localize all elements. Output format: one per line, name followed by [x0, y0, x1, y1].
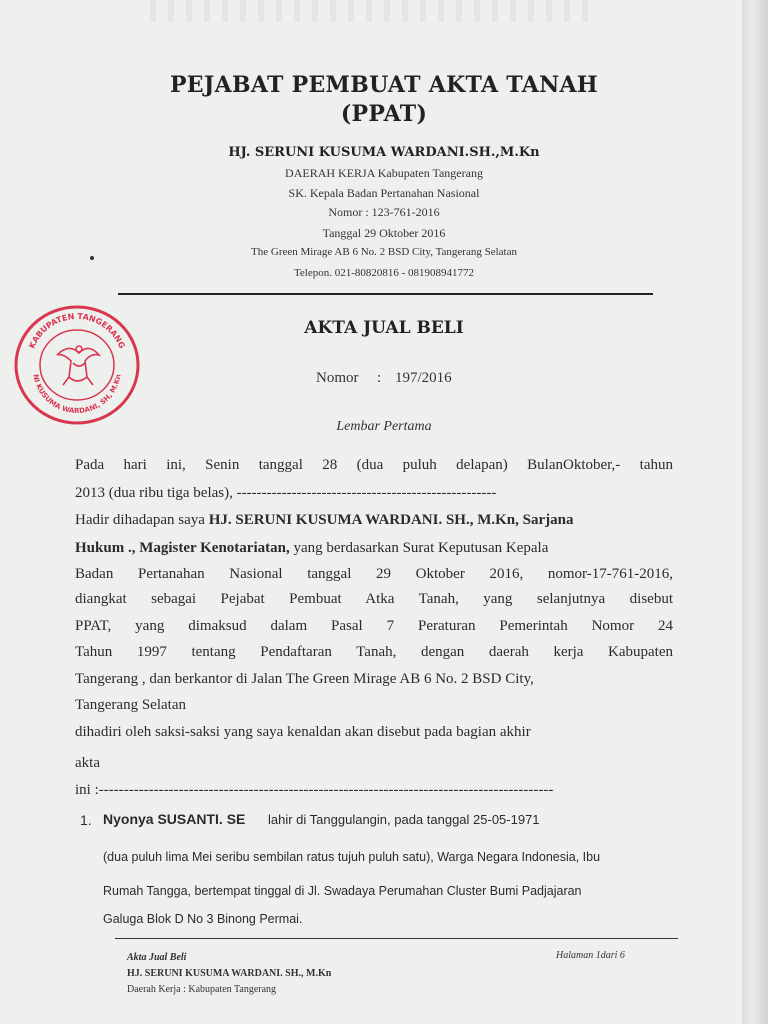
body-line-3-text: Hadir dihadapan saya [75, 512, 209, 528]
official-title-inline: Hukum ., Magister Kenotariatan, [75, 540, 290, 556]
body-line-2: 2013 (dua ribu tiga belas), ---------------------------------------------------- [75, 485, 497, 501]
letterhead-title-line1: PEJABAT PEMBUAT AKTA TANAH [169, 72, 599, 98]
body-line-6: diangkat sebagai Pejabat Pembuat Atka Tanah, yang selanjutnya disebut [75, 591, 673, 607]
decree-title: SK. Kepala Badan Pertanahan Nasional [288, 186, 480, 200]
body-line-12: akta [75, 755, 100, 771]
footer-divider [115, 938, 678, 939]
footer-work-area: Daerah Kerja : Kabupaten Tangerang [127, 984, 277, 995]
body-line-7: PPAT, yang dimaksud dalam Pasal 7 Peraturan Pemerintah Nomor 24 [75, 618, 673, 634]
letterhead-title-line2: (PPAT) [340, 101, 428, 127]
party-detail-line-2: (dua puluh lima Mei seribu sembilan ratus tujuh puluh satu), Warga Negara Indonesia, Ibu [103, 850, 601, 864]
decree-number: Nomor : 123-761-2016 [328, 205, 440, 219]
party-detail-line-4: Galuga Blok D No 3 Binong Permai. [103, 912, 303, 926]
footer-page-number: Halaman 1dari 6 [556, 950, 625, 961]
office-address: The Green Mirage AB 6 No. 2 BSD City, Tangerang Selatan [251, 246, 517, 258]
header-divider [118, 293, 653, 295]
body-line-5: Badan Pertanahan Nasional tanggal 29 Oktober 2016, nomor-17-761-2016, [75, 566, 673, 582]
deed-number-separator: : [377, 370, 382, 386]
work-area: DAERAH KERJA Kabupaten Tangerang [285, 166, 483, 180]
embossed-mark [150, 0, 600, 22]
body-line-4 [75, 540, 673, 557]
official-name-inline: HJ. SERUNI KUSUMA WARDANI. SH., M.Kn, Sarjana [208, 512, 574, 528]
official-name: HJ. SERUNI KUSUMA WARDANI.SH.,M.Kn [228, 145, 540, 160]
body-line-11: dihadiri oleh saksi-saksi yang saya kenaldan akan disebut pada bagian akhir [75, 724, 531, 740]
body-line-8: Tahun 1997 tentang Pendaftaran Tanah, dengan daerah kerja Kabupaten [75, 644, 673, 660]
party-birth: lahir di Tanggulangin, pada tanggal 25-05-1971 [268, 812, 540, 827]
footer-doc-title: Akta Jual Beli [127, 952, 187, 963]
body-line-9: Tangerang , dan berkantor di Jalan The Green Mirage AB 6 No. 2 BSD City, [75, 671, 534, 687]
body-line-3 [75, 512, 673, 529]
party-detail-line-3: Rumah Tangga, bertempat tinggal di Jl. Swadaya Perumahan Cluster Bumi Padjajaran [103, 884, 582, 898]
ink-dot [90, 256, 94, 260]
deed-title: AKTA JUAL BELI [304, 318, 464, 338]
garuda-emblem [57, 346, 99, 385]
decree-date: Tanggal 29 Oktober 2016 [322, 226, 446, 240]
deed-number-label: Nomor [316, 370, 359, 386]
body-line-13: ini :------------------------------------------------------------------------------------------- [75, 782, 554, 798]
body-line-4-text: yang berdasarkan Surat Keputusan Kepala [289, 540, 549, 556]
footer-official-name: HJ. SERUNI KUSUMA WARDANI. SH., M.Kn [127, 968, 332, 979]
body-line-1: Pada hari ini, Senin tanggal 28 (dua puluh delapan) BulanOktober,- tahun [75, 457, 673, 473]
party-number: 1. [80, 812, 92, 828]
deed-number-value: 197/2016 [395, 370, 452, 386]
office-phone: Telepon. 021-80820816 - 081908941772 [293, 267, 475, 279]
sheet-label: Lembar Pertama [336, 419, 432, 434]
stamp-top-text: KABUPATEN TANGERANG [27, 311, 127, 350]
party-name: Nyonya SUSANTI. SE [103, 811, 246, 827]
body-line-10: Tangerang Selatan [75, 697, 186, 713]
stamp-bottom-text: NI KUSUMA WARDANI, SH, M.Kn [31, 373, 123, 416]
